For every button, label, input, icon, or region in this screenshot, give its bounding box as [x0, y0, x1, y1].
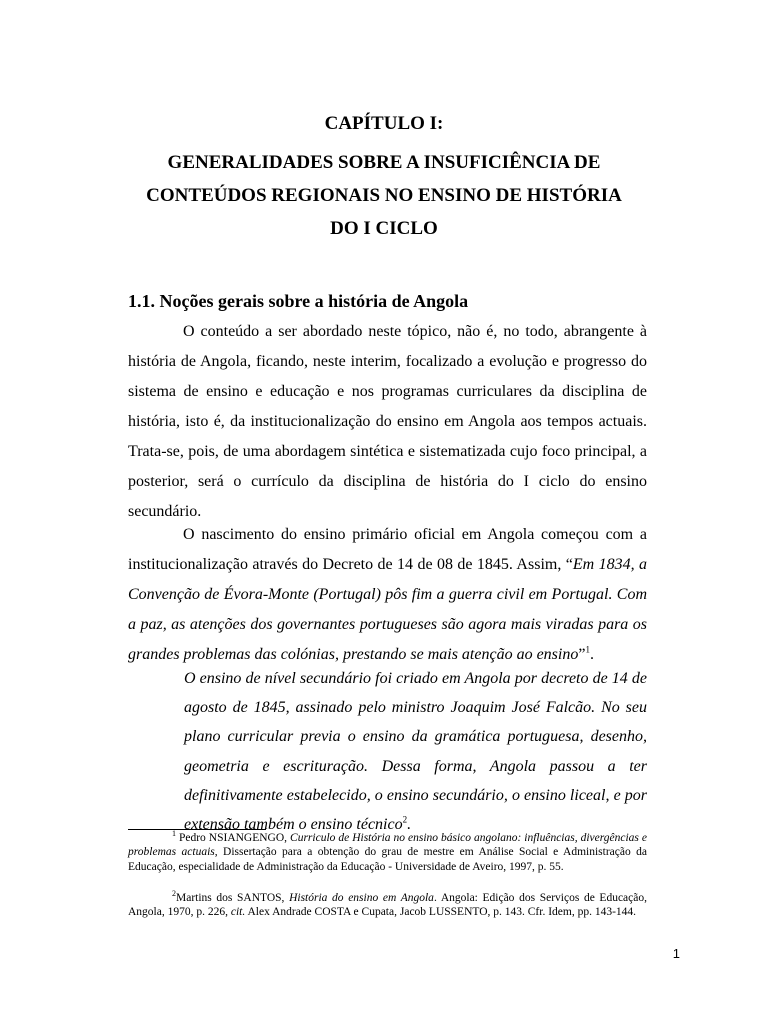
block-quote: [184, 664, 647, 839]
chapter-title-line-1: GENERALIDADES SOBRE A INSUFICIÊNCIA DE: [167, 152, 601, 173]
footnote-ref-1: 1: [585, 644, 590, 655]
body-paragraph-1: O conteúdo a ser abordado neste tópico, não é, no todo, abrangente à história de Angola, ficando, neste interim, focalizado a evolução e progresso do sistema de ensino e educação e nos programas curriculares da disciplina de história, isto é, da institucionalização do ensino em Angola aos tempos actuais. Trata-se, pois, de uma abordagem sintética e sistematizada cujo foco principal, a posterior, será o currículo da disciplina de história do I ciclo do ensino secundário.: [128, 323, 647, 520]
page-number: 1: [672, 946, 680, 961]
footnote-2-rest-2: Alex Andrade COSTA e Cupata, Jacob LUSSENTO, p. 143. Cfr. Idem, pp. 143-144.: [245, 906, 637, 919]
footnote-2-author: Martins dos SANTOS,: [176, 892, 290, 904]
chapter-title-line-2: CONTEÚDOS REGIONAIS NO ENSINO DE HISTÓRIA: [146, 185, 622, 206]
footnote-1: [128, 831, 647, 874]
paragraph-2-end: .: [589, 646, 594, 663]
footnote-2: [128, 891, 647, 920]
footnote-2-cit: cit.: [230, 906, 246, 919]
footnote-1-number: 1: [172, 829, 176, 839]
paragraph-2-close-quote: ”: [578, 646, 586, 663]
section-heading: 1.1. Noções gerais sobre a história de Angola: [128, 291, 469, 311]
chapter-title: [0, 146, 768, 245]
paragraph-2-quote: Em 1834, a Convenção de Évora-Monte (Portugal) pôs fim a guerra civil em Portugal. Com a paz, as atenções dos governantes portugueses são agora mais viradas para os grandes problemas das colónias, prestando se mais atenção ao ensino: [128, 556, 648, 663]
footnote-2-work: História do ensino em Angola: [289, 892, 434, 904]
footnote-1-rest: , Dissertação para a obtenção do grau de mestre em Análise Social e Administração da Educação, especialidade de Administração da Educação - Universidade de Aveiro, 1997, p. 55.: [128, 846, 647, 873]
chapter-title-line-3: DO I CICLO: [330, 218, 438, 239]
body-paragraph-2: [128, 520, 647, 670]
chapter-label: CAPÍTULO I:: [324, 113, 444, 134]
footnote-2-rest-1: . Angola: Edição dos Serviços de Educação, Angola, 1970, p. 226,: [128, 892, 647, 919]
footnote-separator: [128, 829, 266, 830]
footnote-2-number: 2: [172, 889, 176, 899]
footnote-1-work: Curriculo de História no ensino básico angolano: influências, divergências e problemas actuais: [128, 832, 647, 859]
block-quote-end: .: [407, 816, 412, 834]
footnote-1-author: Pedro NSIANGENGO,: [176, 832, 291, 844]
paragraph-2-intro: O nascimento do ensino primário oficial em Angola começou com a institucionalização através do Decreto de 14 de 08 de 1845. Assim, “: [128, 526, 647, 573]
footnote-ref-2: 2: [402, 814, 408, 825]
block-quote-text: O ensino de nível secundário foi criado em Angola por decreto de 14 de agosto de 1845, assinado pelo ministro Joaquim José Falcão. No seu plano curricular previa o ensino da gramática portuguesa, desenho, geometria e escrituração. Dessa forma, Angola passou a ter definitivamente estabelecido, o ensino secundário, o ensino liceal, e por extensão também o ensino técnico: [184, 670, 647, 834]
